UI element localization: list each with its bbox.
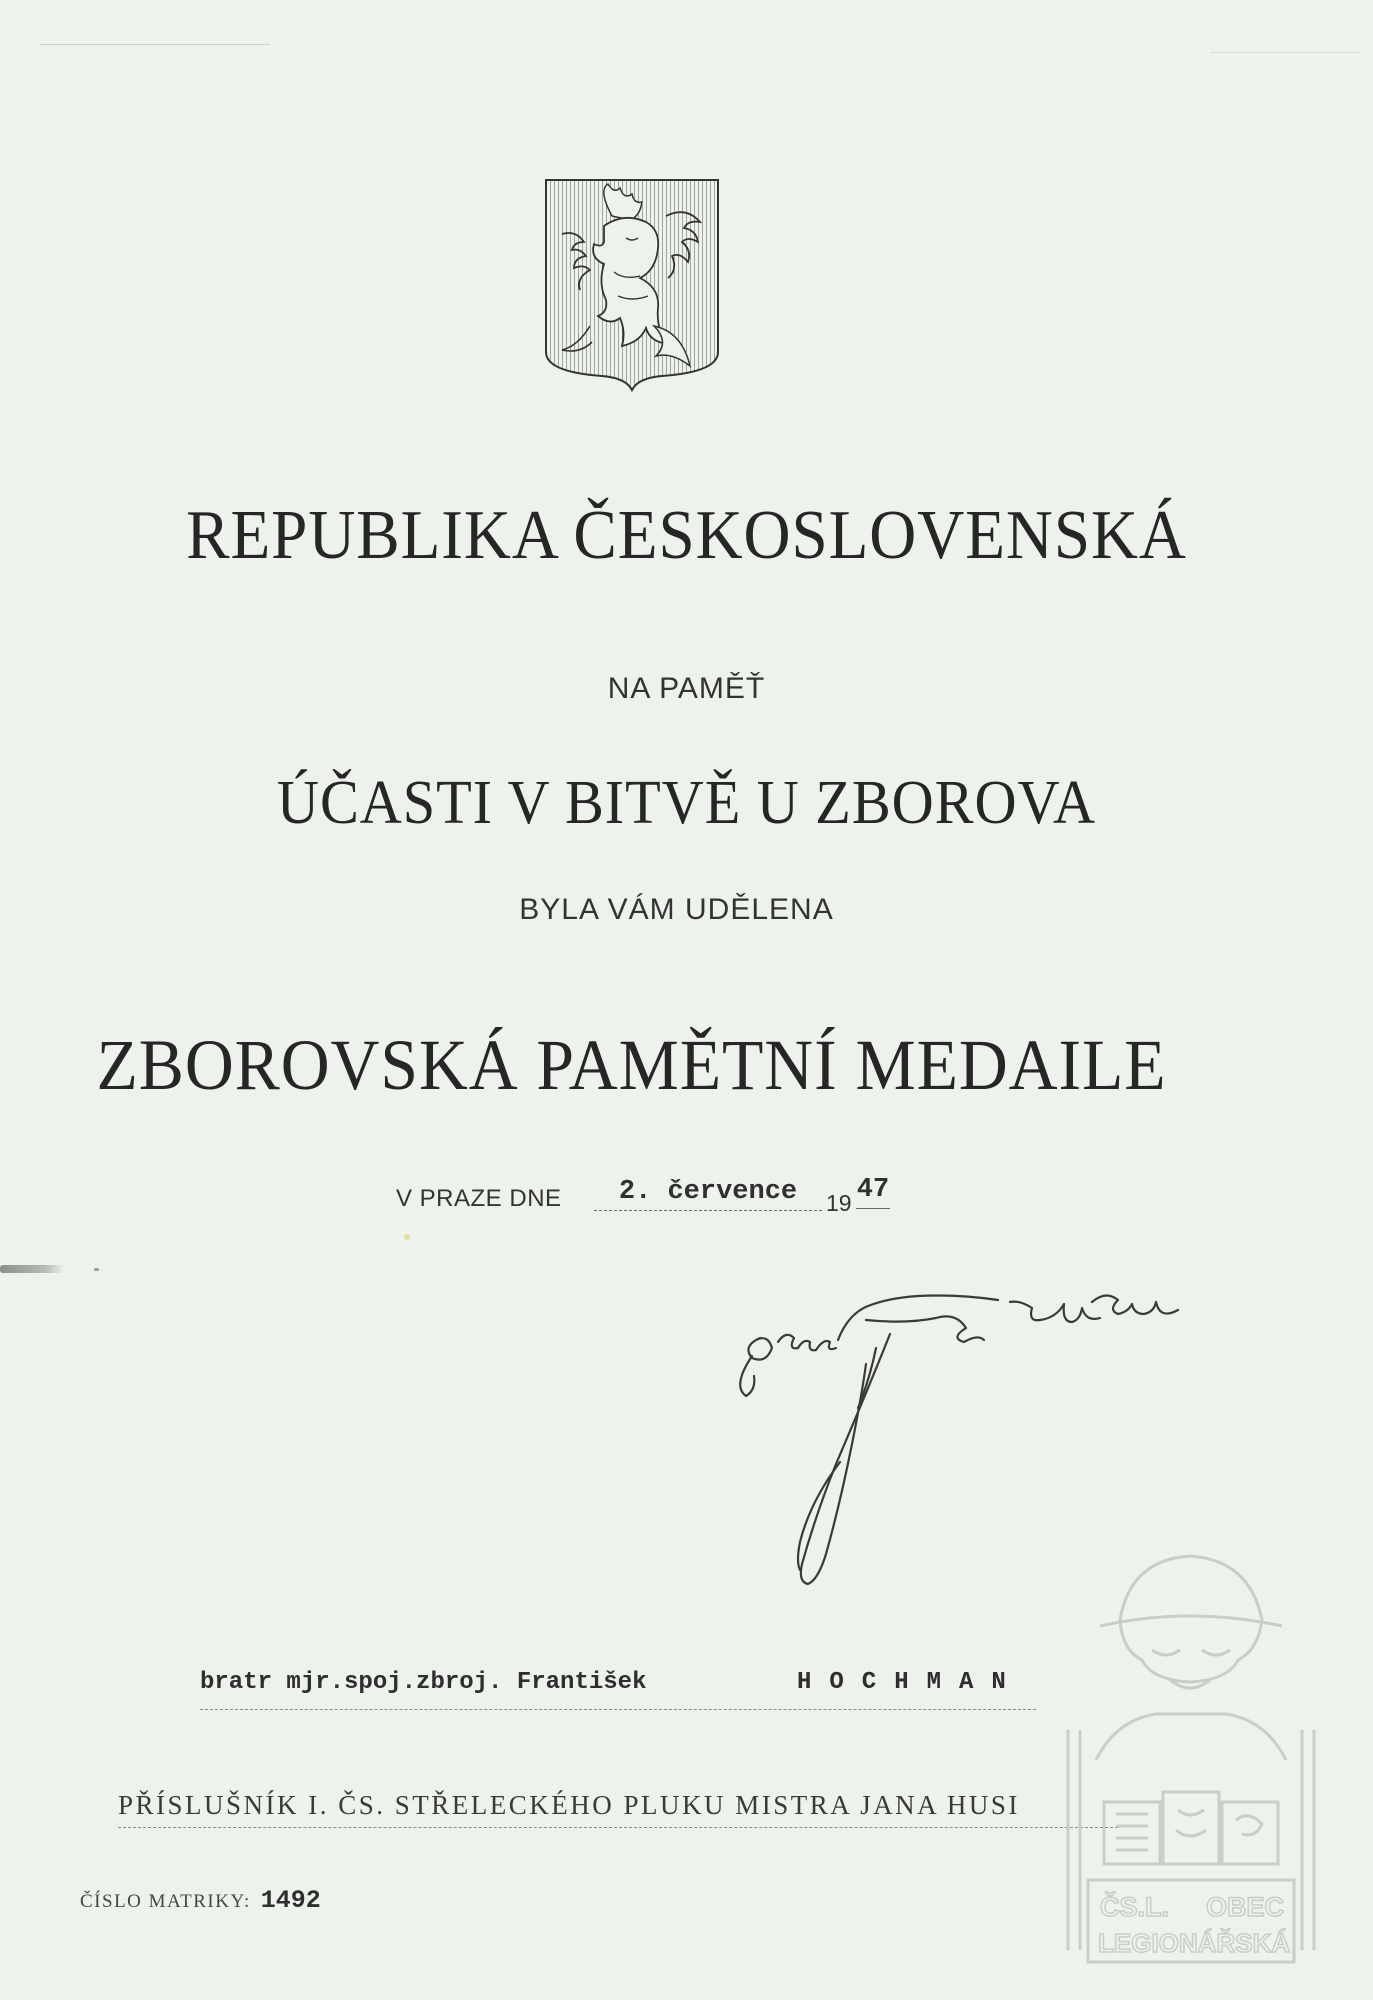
unit-affiliation: PŘÍSLUŠNÍK I. ČS. STŘELECKÉHO PLUKU MISTRA JANA HUSI [118, 1790, 1118, 1828]
ink-speck [94, 1268, 99, 1271]
date-year-value: 47 [856, 1175, 890, 1209]
subtitle-awarded: BYLA VÁM UDĚLENA [519, 893, 834, 926]
award-title: ZBOROVSKÁ PAMĚTNÍ MEDAILE [96, 1025, 1167, 1105]
ink-smudge [0, 1265, 64, 1273]
recipient-surname: HOCHMAN [797, 1669, 1024, 1696]
stamp-text-bottom: LEGIONÁŘSKÁ [1098, 1928, 1291, 1958]
battle-heading: ÚČASTI V BITVĚ U ZBOROVA [276, 769, 1097, 837]
date-day-value: 2. července [594, 1177, 822, 1211]
registry-number-label: ČÍSLO MATRIKY: [80, 1891, 251, 1912]
document-title: REPUBLIKA ČESKOSLOVENSKÁ [186, 497, 1187, 574]
registry-number-value: 1492 [260, 1886, 321, 1915]
subtitle-na-pamet: NA PAMĚŤ [607, 672, 766, 705]
registry-number [80, 1886, 321, 1915]
recipient-rank-and-name: bratr mjr.spoj.zbroj. František [200, 1669, 647, 1696]
stamp-text-right: OBEC [1206, 1892, 1285, 1922]
place-label: V PRAZE DNE [396, 1185, 562, 1212]
legion-association-stamp [1060, 1530, 1322, 1970]
stamp-text-left: ČS.L. [1100, 1892, 1170, 1922]
recipient-line [200, 1669, 1036, 1710]
scan-edge-line [1210, 52, 1360, 53]
scan-edge-line [40, 44, 270, 45]
czech-lion-coat-of-arms-icon [542, 176, 722, 394]
paper-speck [404, 1234, 410, 1240]
date-century: 19 [826, 1190, 852, 1216]
